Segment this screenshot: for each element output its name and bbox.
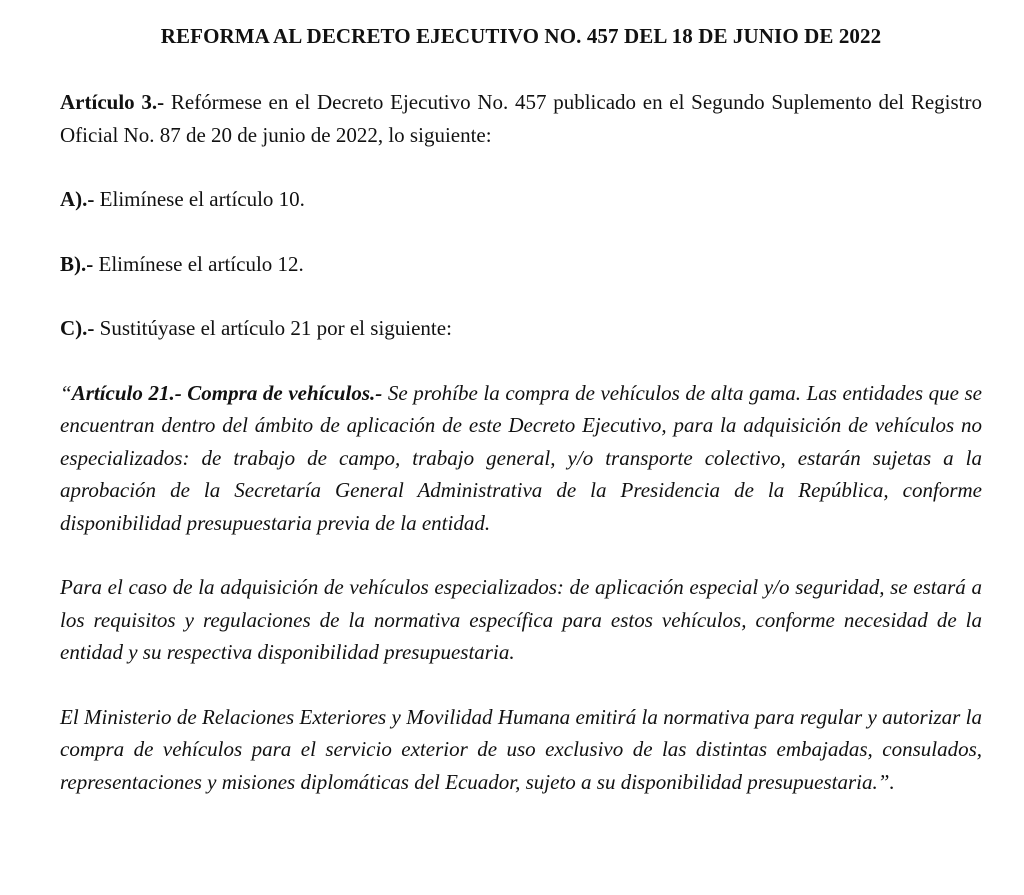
item-a-text: Elimínese el artículo 10. — [94, 187, 305, 211]
spacer — [60, 50, 982, 86]
article-3-paragraph — [60, 86, 982, 151]
item-b-label: B).- — [60, 251, 94, 276]
item-b-paragraph — [60, 248, 982, 281]
article-21-paragraph — [60, 377, 982, 540]
article-21-label: Artículo 21.- Compra de vehículos.- — [71, 380, 383, 405]
document-page — [60, 14, 982, 798]
spacer — [60, 539, 982, 571]
spacer — [60, 345, 982, 377]
spacer — [60, 151, 982, 183]
item-a-label: A).- — [60, 187, 95, 211]
opening-quote: “ — [60, 380, 72, 405]
item-c-text: Sustitúyase el artículo 21 por el siguiente: — [94, 316, 452, 340]
document-title: REFORMA AL DECRETO EJECUTIVO NO. 457 DEL 18 DE JUNIO DE 2022 — [160, 24, 882, 48]
spacer — [60, 216, 982, 248]
item-c-paragraph — [60, 312, 982, 345]
item-c-label: C).- — [60, 316, 95, 340]
spacer — [60, 669, 982, 701]
item-b-text: Elimínese el artículo 12. — [93, 251, 304, 276]
special-vehicles-paragraph: Para el caso de la adquisición de vehículos especializados: de aplicación especial y/o seguridad, se estará a los requisitos y regulaciones de la normativa específica para estos vehículos, conforme necesidad de la entidad y su respectiva disponibilidad presupuestaria. — [60, 575, 982, 664]
foreign-service-paragraph: El Ministerio de Relaciones Exteriores y Movilidad Humana emitirá la normativa para regular y autorizar la compra de vehículos para el servicio exterior de uso exclusivo de las distintas embajadas, consulados, representaciones y misiones diplomáticas del Ecuador, sujeto a su disponibilidad presupuestaria.”. — [60, 704, 982, 794]
spacer — [60, 280, 982, 312]
article-21-text: Se prohíbe la compra de vehículos de alta gama. Las entidades que se encuentran dentro del ámbito de aplicación de este Decreto Ejecutivo, para la adquisición de vehículos no especializados: de trabajo de campo, trabajo general, y/o transporte colectivo, estarán sujetas a la aprobación de la Secretaría General Administrativa de la Presidencia de la República, conforme disponibilidad presupuestaria previa de la entidad. — [60, 380, 982, 535]
article-3-text: Refórmese en el Decreto Ejecutivo No. 457 publicado en el Segundo Suplemento del Registro Oficial No. 87 de 20 de junio de 2022, lo siguiente: — [60, 90, 982, 147]
article-3-label: Artículo 3.- — [60, 90, 165, 114]
item-a-paragraph — [60, 183, 982, 216]
